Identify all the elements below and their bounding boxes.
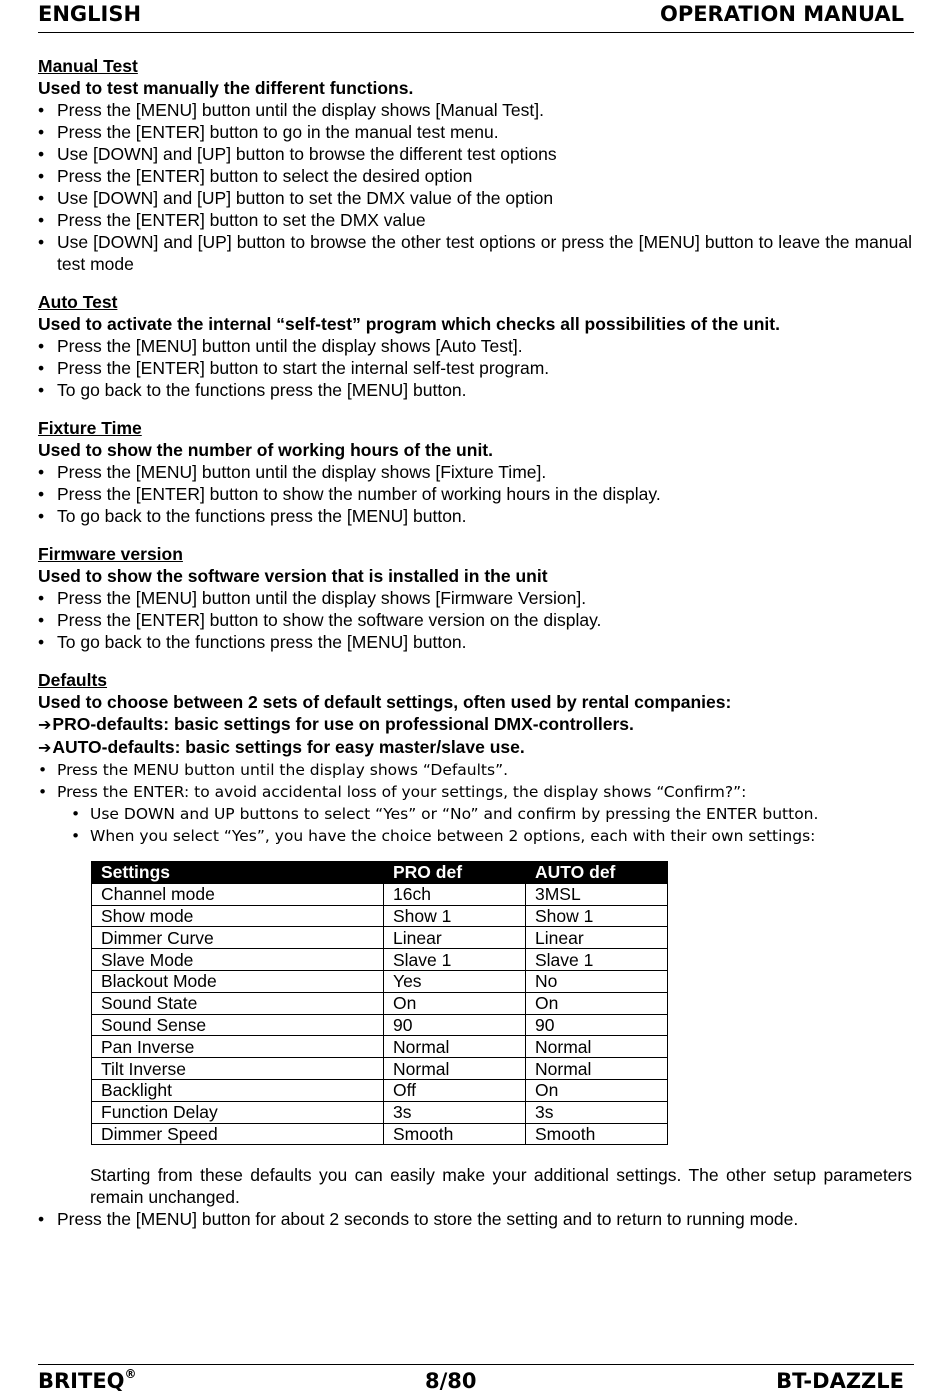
list-item: • When you select “Yes”, you have the choice between 2 options, each with their own settings:: [71, 825, 912, 847]
section-manual-test: [38, 56, 912, 275]
section-title: Firmware version: [38, 544, 183, 564]
table-cell: On: [526, 992, 668, 1014]
footer-brand: BRITEQ®: [38, 1367, 137, 1393]
list-item: • Press the ENTER: to avoid accidental loss of your settings, the display shows “Confirm?”:: [38, 781, 912, 803]
after-table-text: Starting from these defaults you can easily make your additional settings. The other setup parameters remain unchanged.: [90, 1165, 912, 1208]
table-cell: 3MSL: [526, 883, 668, 905]
table-header-cell: AUTO def: [526, 862, 668, 884]
table-cell: Sound Sense: [92, 1014, 384, 1036]
bullet-list: [38, 335, 912, 401]
table-cell: 3s: [526, 1101, 668, 1123]
section-firmware-version: [38, 544, 912, 653]
list-item: • Press the [MENU] button until the display shows [Fixture Time].: [38, 461, 912, 483]
arrow-right-icon: ➔: [38, 715, 52, 734]
table-cell: Smooth: [526, 1123, 668, 1145]
section-title: Auto Test: [38, 292, 118, 312]
table-row: [92, 1036, 668, 1058]
table-body: [92, 883, 668, 1145]
table-cell: Sound State: [92, 992, 384, 1014]
list-item: • Press the [ENTER] button to set the DMX value: [38, 209, 912, 231]
section-title: Fixture Time: [38, 418, 142, 438]
table-cell: 90: [526, 1014, 668, 1036]
table-cell: Linear: [384, 927, 526, 949]
bullet-list: [38, 99, 912, 275]
header-language: ENGLISH: [38, 2, 142, 26]
table-cell: Linear: [526, 927, 668, 949]
table-row: [92, 949, 668, 971]
section-description: Used to show the number of working hours of the unit.: [38, 440, 493, 460]
page-header: [38, 2, 914, 33]
section-description: Used to show the software version that is installed in the unit: [38, 566, 548, 586]
table-row: [92, 1058, 668, 1080]
table-row: [92, 927, 668, 949]
table-cell: Off: [384, 1079, 526, 1101]
list-item: • Press the [MENU] button until the display shows [Manual Test].: [38, 99, 912, 121]
defaults-table: [91, 861, 668, 1145]
table-cell: On: [526, 1079, 668, 1101]
list-item: • To go back to the functions press the [MENU] button.: [38, 379, 912, 401]
table-cell: 3s: [384, 1101, 526, 1123]
footer-model: BT-DAZZLE: [776, 1369, 904, 1393]
page-content: [38, 56, 912, 1247]
page-footer: [38, 1364, 914, 1395]
table-cell: Blackout Mode: [92, 970, 384, 992]
footer-page-number: 8/80: [425, 1369, 477, 1393]
list-item: • Use [DOWN] and [UP] button to browse the other test options or press the [MENU] button to leave the manual test mode: [38, 231, 912, 275]
table-row: [92, 905, 668, 927]
table-cell: 90: [384, 1014, 526, 1036]
table-cell: Backlight: [92, 1079, 384, 1101]
table-cell: No: [526, 970, 668, 992]
bullet-list: [38, 461, 912, 527]
table-cell: Function Delay: [92, 1101, 384, 1123]
table-row: [92, 1079, 668, 1101]
table-row: [92, 1101, 668, 1123]
table-header-cell: Settings: [92, 862, 384, 884]
section-description: Used to activate the internal “self-test” program which checks all possibilities of the unit.: [38, 314, 780, 334]
list-item: • Use [DOWN] and [UP] button to browse the different test options: [38, 143, 912, 165]
final-bullet-list: [38, 1208, 912, 1230]
table-header-cell: PRO def: [384, 862, 526, 884]
arrow-item: ➔PRO-defaults: basic settings for use on professional DMX-controllers.: [38, 714, 634, 734]
table-cell: Slave Mode: [92, 949, 384, 971]
arrow-right-icon: ➔: [38, 738, 52, 757]
table-row: [92, 1123, 668, 1145]
table-cell: 16ch: [384, 883, 526, 905]
table-cell: Normal: [526, 1036, 668, 1058]
list-item: • Use [DOWN] and [UP] button to set the DMX value of the option: [38, 187, 912, 209]
table-row: [92, 992, 668, 1014]
list-item: • Press the MENU button until the display shows “Defaults”.: [38, 759, 912, 781]
list-item: • Press the [ENTER] button to show the number of working hours in the display.: [38, 483, 912, 505]
table-cell: Normal: [384, 1058, 526, 1080]
section-auto-test: [38, 292, 912, 401]
list-item: • Press the [MENU] button until the display shows [Firmware Version].: [38, 587, 912, 609]
table-cell: Dimmer Curve: [92, 927, 384, 949]
table-cell: Normal: [384, 1036, 526, 1058]
list-item: • Press the [ENTER] button to select the desired option: [38, 165, 912, 187]
section-description: Used to test manually the different functions.: [38, 78, 414, 98]
section-defaults: [38, 670, 912, 1230]
section-description: Used to choose between 2 sets of default settings, often used by rental companies:: [38, 692, 732, 712]
list-item: • To go back to the functions press the [MENU] button.: [38, 631, 912, 653]
table-cell: Tilt Inverse: [92, 1058, 384, 1080]
table-row: [92, 883, 668, 905]
table-cell: Pan Inverse: [92, 1036, 384, 1058]
table-cell: Show mode: [92, 905, 384, 927]
table-cell: Show 1: [526, 905, 668, 927]
list-item: • Press the [ENTER] button to start the internal self-test program.: [38, 357, 912, 379]
table-cell: Smooth: [384, 1123, 526, 1145]
section-title: Defaults: [38, 670, 108, 690]
table-cell: Slave 1: [384, 949, 526, 971]
table-row: [92, 1014, 668, 1036]
table-cell: Show 1: [384, 905, 526, 927]
table-cell: Normal: [526, 1058, 668, 1080]
registered-mark: ®: [124, 1367, 137, 1381]
header-manual-title: OPERATION MANUAL: [659, 2, 904, 26]
table-cell: On: [384, 992, 526, 1014]
list-item: • To go back to the functions press the [MENU] button.: [38, 505, 912, 527]
section-title: Manual Test: [38, 56, 138, 76]
list-item: • Press the [MENU] button until the display shows [Auto Test].: [38, 335, 912, 357]
table-cell: Dimmer Speed: [92, 1123, 384, 1145]
section-fixture-time: [38, 418, 912, 527]
table-cell: Channel mode: [92, 883, 384, 905]
list-item: • Press the [ENTER] button to go in the manual test menu.: [38, 121, 912, 143]
list-item: • Use DOWN and UP buttons to select “Yes” or “No” and confirm by pressing the ENTER button.: [71, 803, 912, 825]
table-cell: Yes: [384, 970, 526, 992]
list-item: • Press the [ENTER] button to show the software version on the display.: [38, 609, 912, 631]
arrow-item: ➔AUTO-defaults: basic settings for easy master/slave use.: [38, 737, 525, 757]
defaults-bullet-list: [38, 759, 912, 803]
bullet-list: [38, 587, 912, 653]
table-header-row: [92, 862, 668, 884]
table-row: [92, 970, 668, 992]
defaults-sub-bullet-list: [71, 803, 912, 847]
function-sections: [38, 56, 912, 653]
list-item: • Press the [MENU] button for about 2 seconds to store the setting and to return to running mode.: [38, 1208, 912, 1230]
table-cell: Slave 1: [526, 949, 668, 971]
